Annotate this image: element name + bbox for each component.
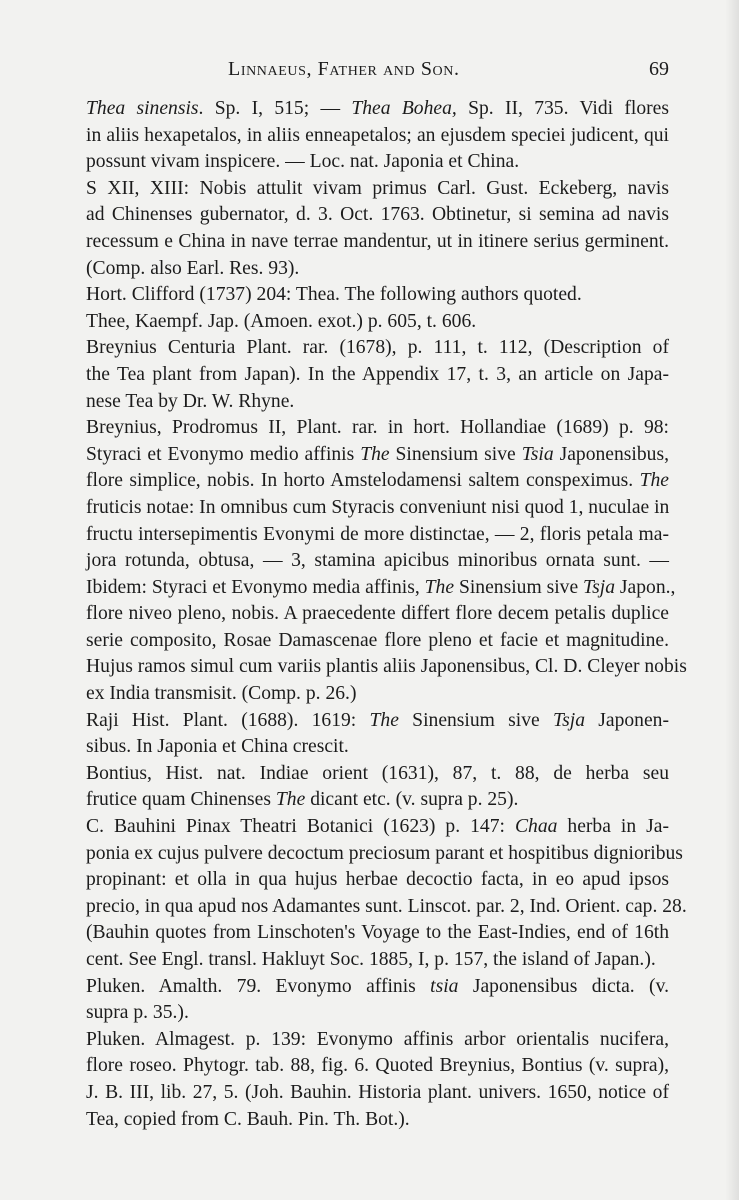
- text-segment: Japon.,: [615, 576, 676, 598]
- text-line: [38, 867, 669, 894]
- text-segment: the Tea plant from Japan). In the Appendix 17, t. 3, an article on Japa-: [86, 363, 669, 385]
- text-segment: fructu intersepimentis Evonymi de more distinctae, — 2, floris petala ma-: [86, 523, 669, 545]
- text-line: [38, 601, 669, 628]
- text-segment: recessum e China in nave terrae mandentur, ut in itinere serius germinent.: [86, 230, 669, 252]
- paragraph: [38, 974, 669, 1027]
- text-segment: propinant: et olla in qua hujus herbae decoctio facta, in eo apud ipsos: [86, 869, 669, 891]
- text-segment: nese Tea by Dr. W. Rhyne.: [86, 390, 295, 412]
- text-segment: flore niveo pleno, nobis. A praecedente differt flore decem petalis duplice: [86, 603, 669, 625]
- text-segment: frutice quam Chinenses: [86, 789, 276, 811]
- text-line: [38, 1027, 669, 1054]
- text-line: [38, 548, 669, 575]
- text-segment: Pluken. Almagest. p. 139: Evonymo affinis arbor orientalis nucifera,: [86, 1028, 669, 1050]
- text-line: [38, 282, 669, 309]
- text-line: [38, 654, 687, 681]
- italic-text: The: [369, 709, 399, 731]
- italic-text: Thea sinensis: [86, 98, 199, 119]
- text-segment: Breynius Centuria Plant. rar. (1678), p. 111, t. 112, (Description of: [86, 337, 669, 359]
- text-segment: jora rotunda, obtusa, — 3, stamina apicibus minoribus ornata sunt. —: [86, 550, 669, 572]
- paragraph: [38, 96, 669, 176]
- paragraph: [38, 309, 669, 336]
- text-line: [38, 787, 669, 814]
- text-line: [38, 442, 669, 469]
- text-line: [38, 468, 669, 495]
- italic-text: Tsja: [583, 576, 616, 598]
- text-line: [38, 761, 669, 788]
- text-segment: fruticis notae: In omnibus cum Styracis conveniunt nisi quod 1, nuculae in: [86, 496, 670, 518]
- running-head: Linnaeus, Father and Son.: [228, 58, 460, 80]
- text-line: [38, 123, 669, 150]
- text-segment: in aliis hexapetalos, in aliis enneapetalos; an ejusdem speciei judicent, qui: [86, 124, 669, 146]
- text-segment: (Comp. also Earl. Res. 93).: [86, 257, 300, 279]
- italic-text: The: [424, 576, 455, 598]
- text-segment: S XII, XIII: Nobis attulit vivam primus Carl. Gust. Eckeberg, navis: [86, 177, 669, 199]
- text-line: [38, 1000, 669, 1027]
- page-edge-shadow: [725, 0, 739, 1200]
- italic-text: The: [639, 470, 669, 492]
- text-line: [38, 947, 669, 974]
- text-segment: Japonensibus dicta. (v.: [458, 975, 669, 997]
- italic-text: Thea Bohea,: [351, 98, 457, 119]
- text-segment: Bontius, Hist. nat. Indiae orient (1631), 87, t. 88, de herba seu: [86, 762, 669, 784]
- text-segment: serie composito, Rosae Damascenae flore pleno et facie et magnitudine.: [86, 629, 669, 651]
- text-line: [38, 495, 669, 522]
- italic-text: tsia: [430, 975, 459, 997]
- text-line: [38, 309, 669, 336]
- text-line: [38, 96, 669, 123]
- text-line: [38, 415, 669, 442]
- text-segment: herba in Ja-: [557, 816, 669, 838]
- text-line: [38, 389, 669, 416]
- text-line: [38, 920, 669, 947]
- text-segment: Sp. II, 735. Vidi flores: [456, 98, 670, 119]
- paragraph: [38, 1027, 669, 1133]
- page-header: [38, 58, 669, 82]
- text-line: [38, 229, 669, 256]
- text-segment: Japonensibus,: [553, 443, 669, 465]
- paragraph: [38, 415, 687, 708]
- text-segment: C. Bauhini Pinax Theatri Botanici (1623) p. 147:: [86, 816, 515, 838]
- text-segment: flore roseo. Phytogr. tab. 88, fig. 6. Quoted Breynius, Bontius (v. supra),: [86, 1055, 669, 1077]
- text-line: [38, 814, 669, 841]
- paragraph: [38, 708, 669, 761]
- text-line: [38, 362, 669, 389]
- paragraph: [38, 814, 687, 974]
- text-segment: Breynius, Prodromus II, Plant. rar. in hort. Hollandiae (1689) p. 98:: [86, 417, 669, 439]
- text-line: [38, 149, 669, 176]
- text-segment: ponia ex cujus pulvere decoctum preciosum parant et hospitibus dignioribus: [86, 842, 683, 864]
- text-segment: flore simplice, nobis. In horto Amstelodamensi saltem conspeximus.: [86, 470, 640, 492]
- paragraph: [38, 761, 669, 814]
- text-line: [38, 1080, 669, 1107]
- text-segment: Hujus ramos simul cum variis plantis aliis Japonensibus, Cl. D. Cleyer nobis: [86, 656, 687, 678]
- text-segment: sibus. In Japonia et China crescit.: [86, 736, 349, 758]
- text-segment: Raji Hist. Plant. (1688). 1619:: [86, 709, 370, 731]
- text-segment: precio, in qua apud nos Adamantes sunt. Linscot. par. 2, Ind. Orient. cap. 28.: [86, 895, 687, 917]
- text-segment: Hort. Clifford (1737) 204: Thea. The following authors quoted.: [86, 284, 582, 306]
- italic-text: The: [360, 443, 390, 465]
- text-line: [38, 522, 669, 549]
- text-segment: Pluken. Amalth. 79. Evonymo affinis: [86, 975, 431, 997]
- text-line: [38, 335, 669, 362]
- text-segment: ex India transmisit. (Comp. p. 26.): [86, 683, 357, 705]
- text-segment: Tea, copied from C. Bauh. Pin. Th. Bot.).: [86, 1108, 410, 1130]
- text-segment: cent. See Engl. transl. Hakluyt Soc. 1885, I, p. 157, the island of Japan.).: [86, 949, 656, 970]
- text-line: [38, 894, 687, 921]
- text-line: [38, 1107, 669, 1134]
- italic-text: The: [275, 789, 306, 811]
- text-segment: Sinensium sive: [454, 576, 584, 598]
- text-segment: ad Chinenses gubernator, d. 3. Oct. 1763. Obtinetur, si semina ad navis: [86, 204, 669, 226]
- italic-text: Tsia: [521, 443, 554, 465]
- text-segment: Sinensium sive: [389, 443, 522, 465]
- text-segment: Sinensium sive: [398, 709, 554, 731]
- paragraph: [38, 176, 669, 282]
- text-segment: Japonen-: [585, 709, 670, 731]
- text-segment: Thee, Kaempf. Jap. (Amoen. exot.) p. 605, t. 606.: [86, 310, 477, 332]
- text-line: [38, 708, 669, 735]
- text-line: [38, 202, 669, 229]
- body-text: [38, 96, 687, 1133]
- text-segment: Styraci et Evonymo medio affinis: [86, 443, 361, 465]
- italic-text: Tsja: [553, 709, 585, 731]
- text-segment: . Sp. I, 515; —: [198, 98, 352, 119]
- text-segment: J. B. III, lib. 27, 5. (Joh. Bauhin. Historia plant. univers. 1650, notice of: [86, 1081, 669, 1103]
- text-line: [38, 974, 669, 1001]
- page-number: 69: [649, 58, 669, 80]
- text-line: [38, 256, 669, 283]
- paragraph: [38, 282, 669, 309]
- text-line: [38, 734, 669, 761]
- italic-text: Chaa: [514, 816, 558, 838]
- text-line: [38, 1053, 669, 1080]
- text-segment: dicant etc. (v. supra p. 25).: [305, 789, 519, 811]
- text-segment: possunt vivam inspicere. — Loc. nat. Japonia et China.: [86, 151, 520, 173]
- text-segment: supra p. 35.).: [86, 1002, 189, 1024]
- text-line: [38, 628, 669, 655]
- text-line: [38, 176, 669, 203]
- text-line: [38, 841, 683, 868]
- text-line: [38, 681, 669, 708]
- text-line: [38, 575, 676, 602]
- text-segment: (Bauhin quotes from Linschoten's Voyage to the East-Indies, end of 16th: [86, 922, 669, 944]
- text-segment: Ibidem: Styraci et Evonymo media affinis,: [86, 576, 425, 598]
- paragraph: [38, 335, 669, 415]
